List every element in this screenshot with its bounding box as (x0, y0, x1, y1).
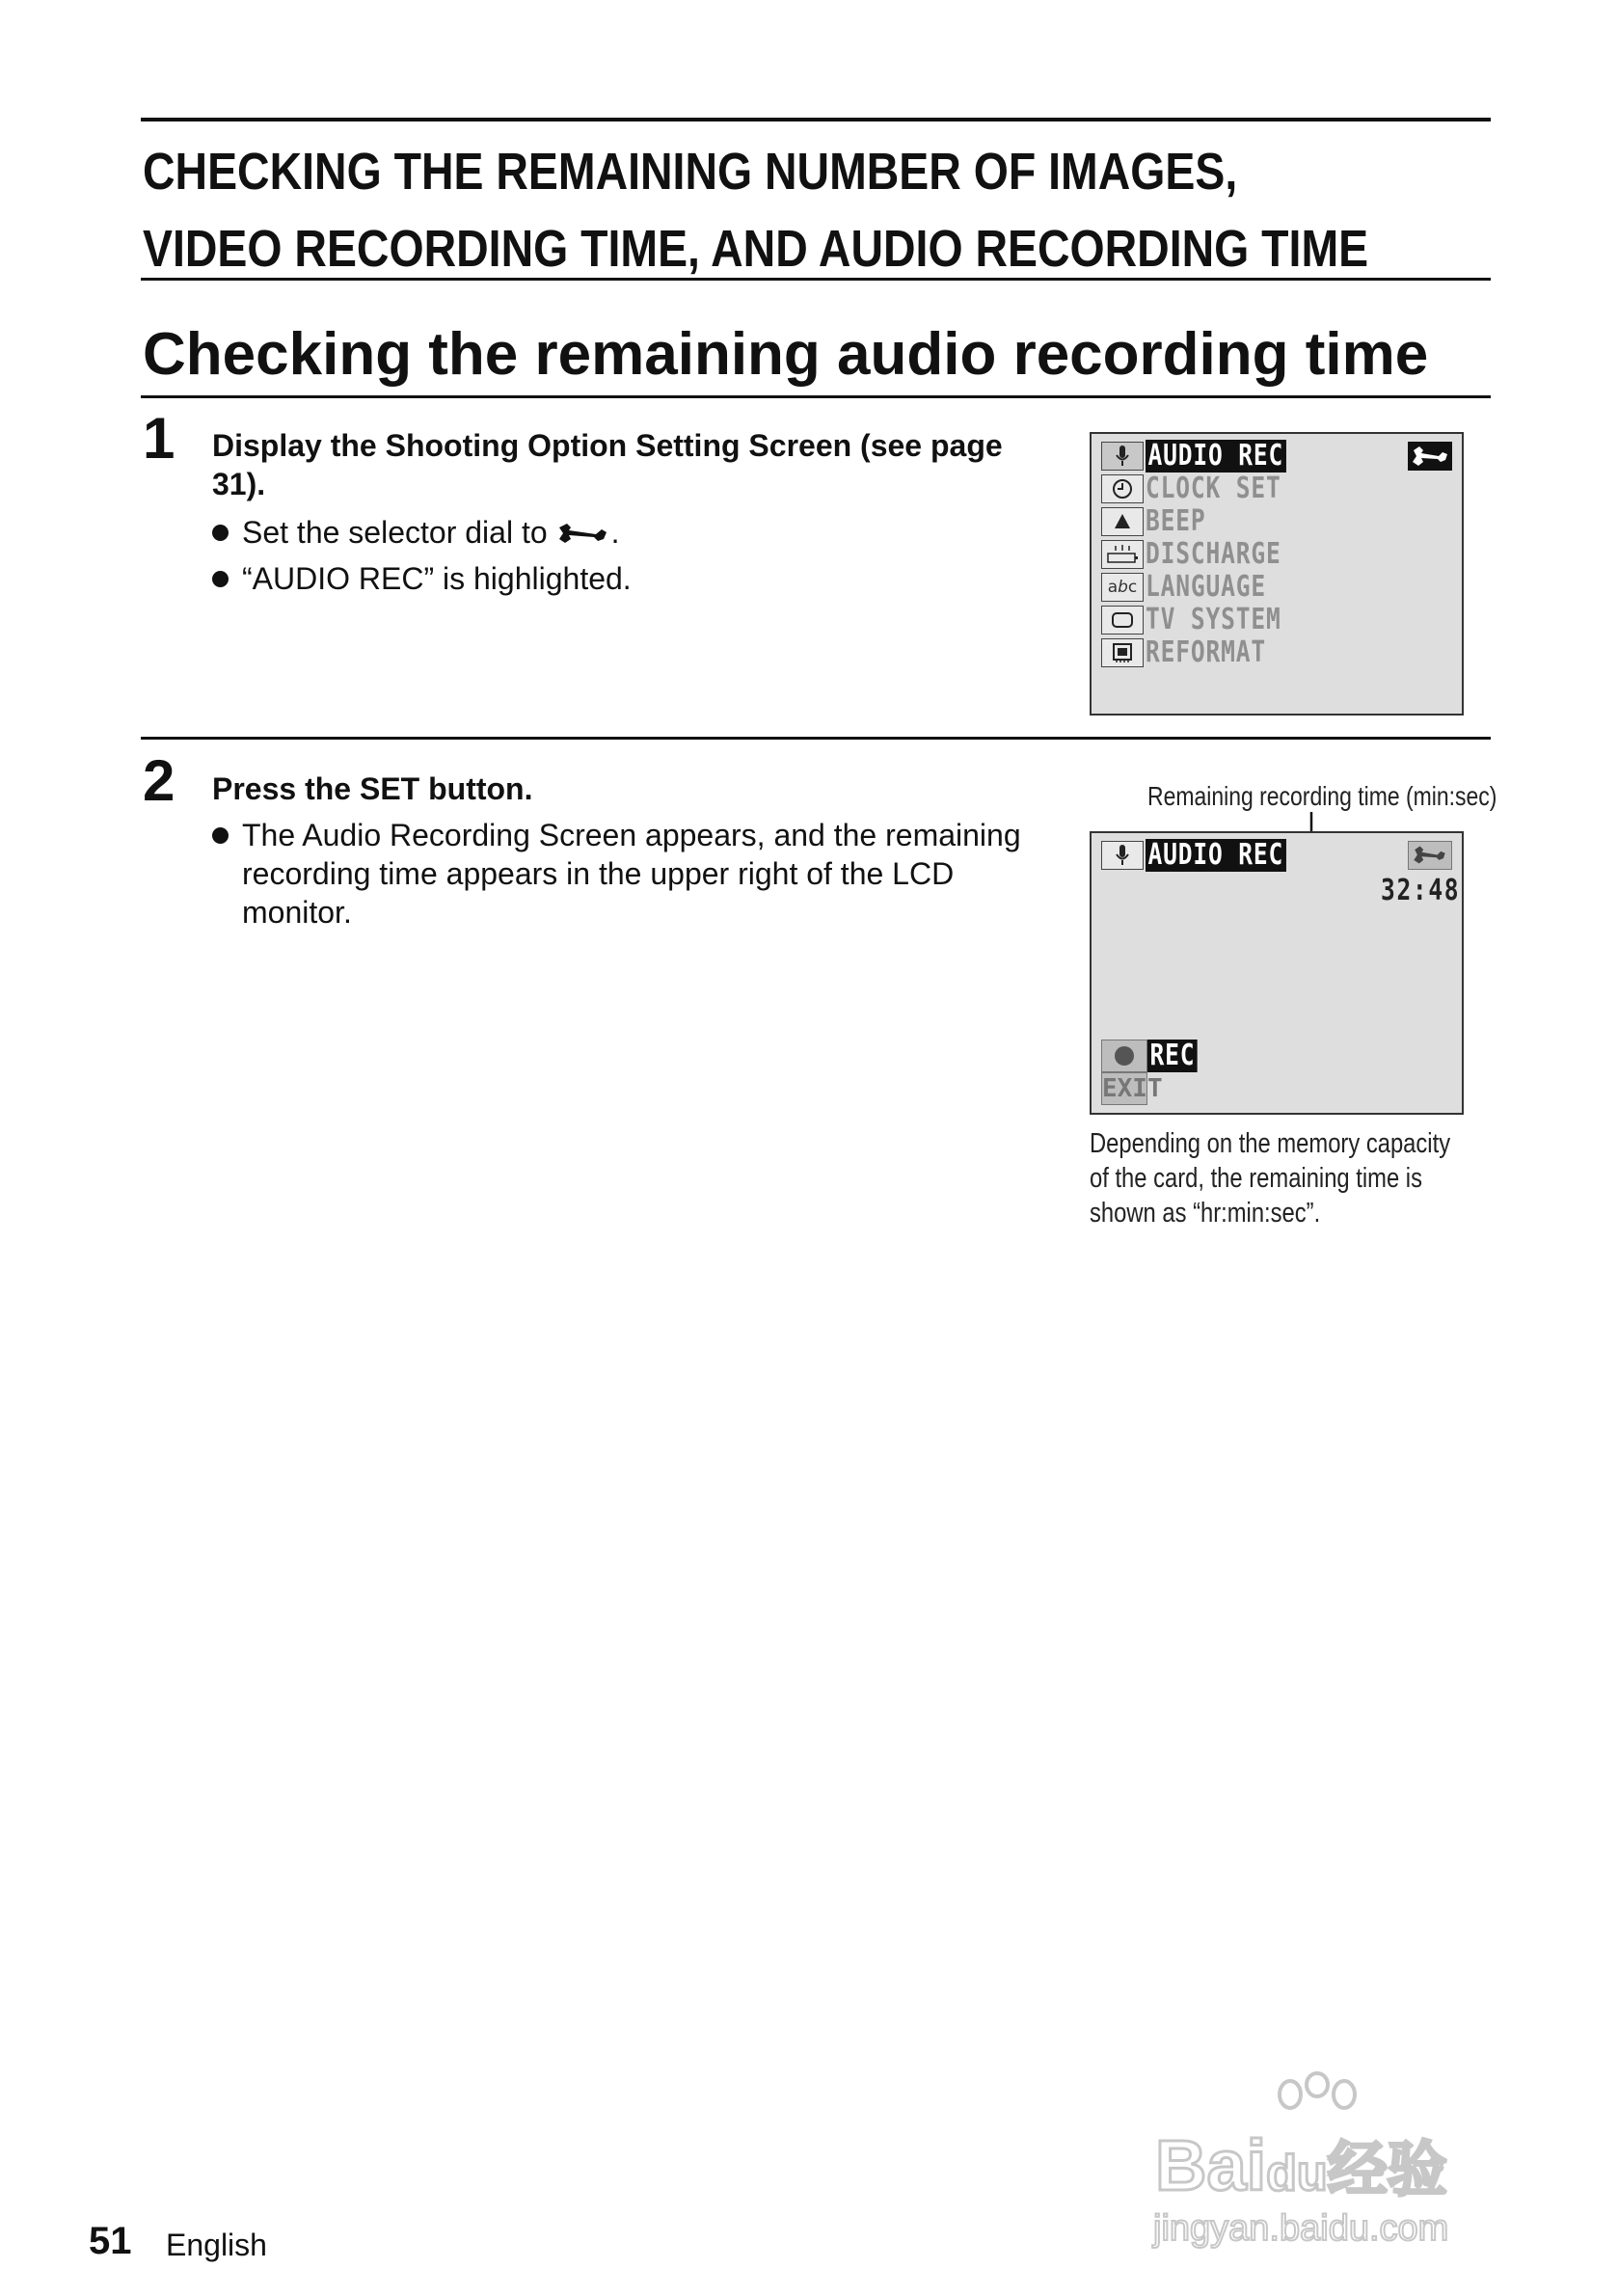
lcd-settings-menu (1090, 432, 1464, 716)
baidu-watermark (1146, 2073, 1551, 2256)
header-rule-bottom (141, 278, 1491, 281)
clock-icon (1101, 474, 1144, 503)
menu-item-clock-set: CLOCK SET (1146, 472, 1281, 505)
record-button-area (1101, 1040, 1147, 1072)
menu-item-audio-rec: AUDIO REC (1146, 440, 1286, 473)
step2-bullet1-text: The Audio Recording Screen appears, and the remaining recording time appears in the upper right of the LCD monitor. (242, 818, 1021, 930)
footer-language: English (166, 2228, 267, 2262)
step-divider (141, 737, 1491, 740)
exit-label: EXIT (1102, 1074, 1163, 1103)
wrench-icon (1408, 442, 1452, 471)
callout-remaining-time-label: Remaining recording time (min:sec) (1147, 781, 1497, 811)
step1-bullet1-suffix: . (610, 515, 620, 550)
step1-bullet1-prefix: Set the selector dial to (242, 515, 548, 550)
wrench-icon (1408, 841, 1452, 870)
remaining-time-readout: 32:48 (1381, 874, 1461, 907)
menu-item-discharge: DISCHARGE (1146, 537, 1281, 571)
microphone-icon (1101, 442, 1144, 471)
record-dot-icon (1115, 1046, 1134, 1066)
step2-title: Press the SET button. (212, 771, 533, 806)
beep-icon (1101, 507, 1144, 536)
subheading-rule (141, 395, 1491, 398)
rec-label: REC (1147, 1040, 1198, 1072)
menu-item-reformat: REFORMAT (1146, 635, 1267, 669)
audio-rec-header-label: AUDIO REC (1146, 839, 1286, 872)
bullet-dot (212, 827, 229, 844)
page-title (143, 133, 1369, 287)
screen2-note-line2: of the card, the remaining time is (1090, 1163, 1422, 1194)
page-title-line1: CHECKING THE REMAINING NUMBER OF IMAGES, (143, 143, 1238, 201)
step1-number: 1 (143, 406, 175, 471)
header-rule-top (141, 118, 1491, 122)
tv-icon (1101, 606, 1144, 635)
subheading: Checking the remaining audio recording time (143, 321, 1429, 388)
screen2-note-line3: shown as “hr:min:sec”. (1090, 1198, 1321, 1229)
menu-item-language: LANGUAGE (1146, 570, 1267, 604)
page-title-line2: VIDEO RECORDING TIME, AND AUDIO RECORDING TIME (143, 220, 1369, 278)
language-icon: a b c (1101, 573, 1144, 602)
bullet-dot (212, 571, 229, 587)
reformat-icon (1101, 638, 1144, 667)
bullet-dot (212, 525, 229, 541)
microphone-icon (1101, 841, 1144, 870)
battery-icon (1101, 540, 1144, 569)
page-number: 51 (89, 2220, 132, 2262)
watermark-url: jingyan.baidu.com (1153, 2208, 1449, 2249)
menu-item-beep: BEEP (1146, 504, 1206, 538)
step1-bullet2-text: “AUDIO REC” is highlighted. (242, 561, 632, 596)
screen2-note-line1: Depending on the memory capacity (1090, 1128, 1451, 1159)
watermark-brand: Baidu经验 (1155, 2125, 1447, 2205)
menu-item-tv-system: TV SYSTEM (1146, 603, 1281, 636)
wrench-icon (557, 522, 607, 545)
lcd-audio-recording (1090, 831, 1464, 1115)
step2-number: 2 (143, 748, 175, 813)
step1-title: Display the Shooting Option Setting Screen (see page 31). (212, 428, 1003, 501)
